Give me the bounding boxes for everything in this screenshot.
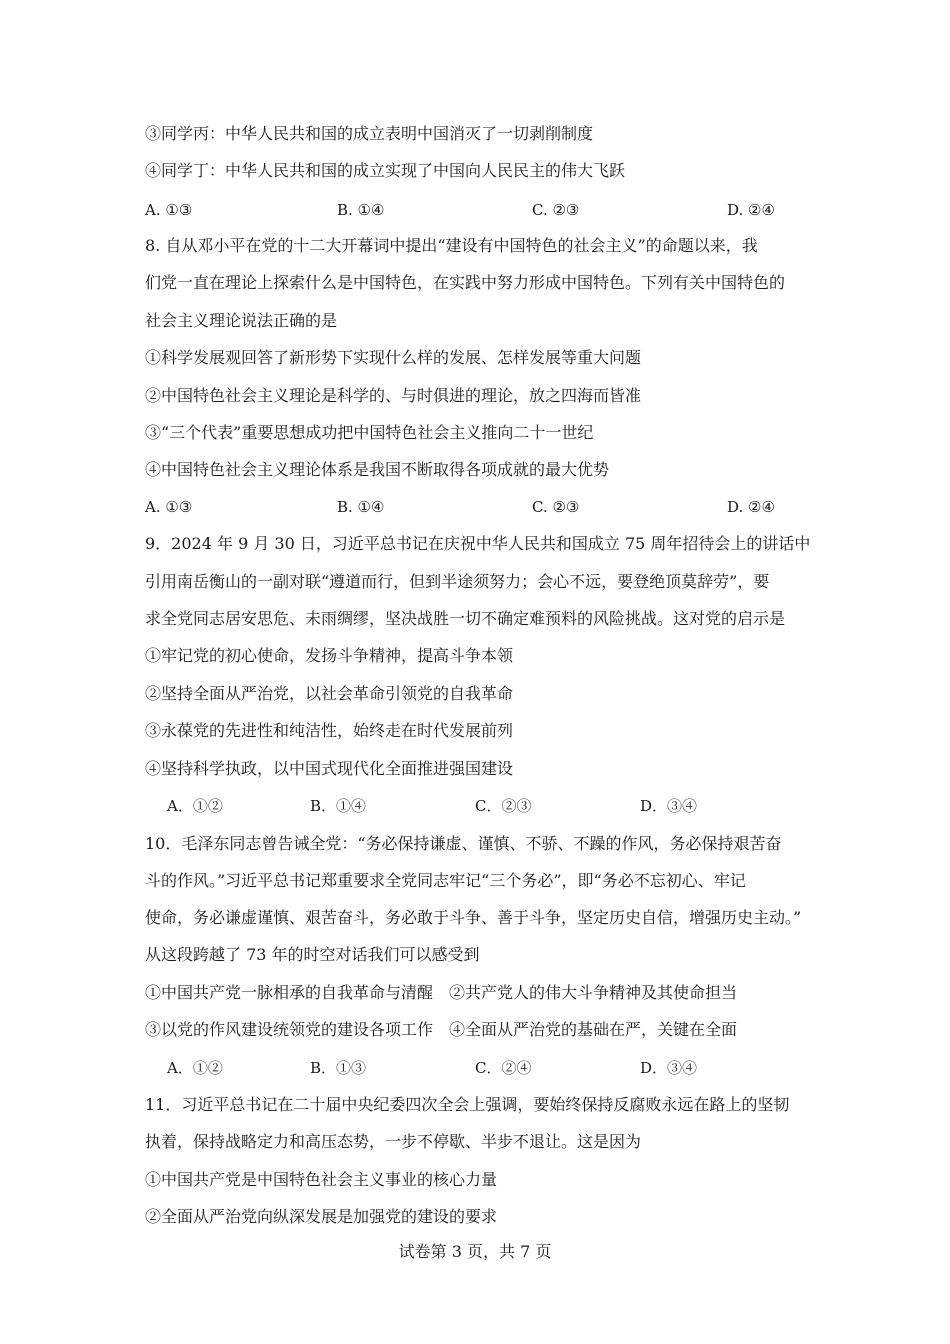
q9-option-b: B．①④ — [310, 797, 367, 815]
q7-statement-4: ④同学丁：中华人民共和国的成立实现了中国向人民民主的伟大飞跃 — [145, 161, 626, 180]
q8-option-d: D. ②④ — [727, 498, 775, 516]
q8-statement-1: ①科学发展观回答了新形势下实现什么样的发展、怎样发展等重大问题 — [145, 348, 642, 367]
q8-stem-line-2: 们党一直在理论上探索什么是中国特色，在实践中努力形成中国特色。下列有关中国特色的 — [145, 273, 786, 292]
q8-statement-3: ③“三个代表”重要思想成功把中国特色社会主义推向二十一世纪 — [145, 423, 594, 442]
q8-option-b: B. ①④ — [337, 498, 385, 516]
q10-option-b: B．①③ — [310, 1059, 367, 1077]
q10-option-a: A．①② — [167, 1059, 223, 1077]
q10-statements-3-4: ③以党的作风建设统领党的建设各项工作 ④全面从严治党的基础在严，关键在全面 — [145, 1020, 738, 1039]
q10-stem-line-4: 从这段跨越了 73 年的时空对话我们可以感受到 — [145, 945, 480, 964]
q8-stem-line-3: 社会主义理论说法正确的是 — [145, 311, 338, 330]
q9-stem-line-1: 9．2024 年 9 月 30 日，习近平总书记在庆祝中华人民共和国成立 75 周年招待会上的讲话中 — [145, 534, 811, 553]
q9-options — [0, 796, 950, 816]
q9-stem-line-2: 引用南岳衡山的一副对联“遵道而行，但到半途须努力；会心不远，要登绝顶莫辞劳”，要 — [145, 572, 770, 591]
q10-options — [0, 1058, 950, 1078]
q8-options — [0, 497, 950, 517]
q9-option-d: D．③④ — [640, 797, 698, 815]
q7-options — [0, 200, 950, 220]
q10-option-c: C．②④ — [475, 1059, 532, 1077]
q7-statement-3: ③同学丙：中华人民共和国的成立表明中国消灭了一切剥削制度 — [145, 124, 594, 143]
q7-option-a: A. ①③ — [145, 201, 193, 219]
page-footer: 试卷第 3 页，共 7 页 — [398, 1242, 552, 1261]
q9-statement-3: ③永葆党的先进性和纯洁性，始终走在时代发展前列 — [145, 721, 514, 740]
q10-stem-line-1: 10．毛泽东同志曾告诫全党：“务必保持谦虚、谨慎、不骄、不躁的作风，务必保持艰苦奋 — [145, 834, 782, 853]
q8-option-a: A. ①③ — [145, 498, 193, 516]
q8-stem-line-1: 8. 自从邓小平在党的十二大开幕词中提出“建设有中国特色的社会主义”的命题以来，我 — [145, 236, 758, 255]
q9-statement-4: ④坚持科学执政，以中国式现代化全面推进强国建设 — [145, 759, 514, 778]
q10-stem-line-3: 使命，务必谦虚谨慎、艰苦奋斗，务必敢于斗争、善于斗争，坚定历史自信，增强历史主动。” — [145, 908, 802, 927]
q8-statement-2: ②中国特色社会主义理论是科学的、与时俱进的理论，放之四海而皆准 — [145, 386, 642, 405]
q10-statements-1-2: ①中国共产党一脉相承的自我革命与清醒 ②共产党人的伟大斗争精神及其使命担当 — [145, 983, 738, 1002]
q10-option-d: D．③④ — [640, 1059, 698, 1077]
q7-option-b: B. ①④ — [337, 201, 385, 219]
q11-statement-1: ①中国共产党是中国特色社会主义事业的核心力量 — [145, 1170, 498, 1189]
q11-stem-line-1: 11．习近平总书记在二十届中央纪委四次全会上强调，要始终保持反腐败永远在路上的坚韧 — [145, 1095, 790, 1114]
q10-stem-line-2: 斗的作风。”习近平总书记郑重要求全党同志牢记“三个务必”，即“务必不忘初心、牢记 — [145, 871, 746, 890]
q9-statement-2: ②坚持全面从严治党，以社会革命引领党的自我革命 — [145, 684, 514, 703]
q7-option-c: C. ②③ — [532, 201, 580, 219]
q9-option-c: C．②③ — [475, 797, 532, 815]
q8-statement-4: ④中国特色社会主义理论体系是我国不断取得各项成就的最大优势 — [145, 460, 610, 479]
q9-statement-1: ①牢记党的初心使命，发扬斗争精神，提高斗争本领 — [145, 646, 514, 665]
q11-stem-line-2: 执着，保持战略定力和高压态势，一步不停歇、半步不退让。这是因为 — [145, 1132, 642, 1151]
q9-option-a: A．①② — [167, 797, 223, 815]
q8-option-c: C. ②③ — [532, 498, 580, 516]
q7-option-d: D. ②④ — [727, 201, 775, 219]
q9-stem-line-3: 求全党同志居安思危、未雨绸缪，坚决战胜一切不确定难预料的风险挑战。这对党的启示是 — [145, 609, 786, 628]
q11-statement-2: ②全面从严治党向纵深发展是加强党的建设的要求 — [145, 1207, 498, 1226]
